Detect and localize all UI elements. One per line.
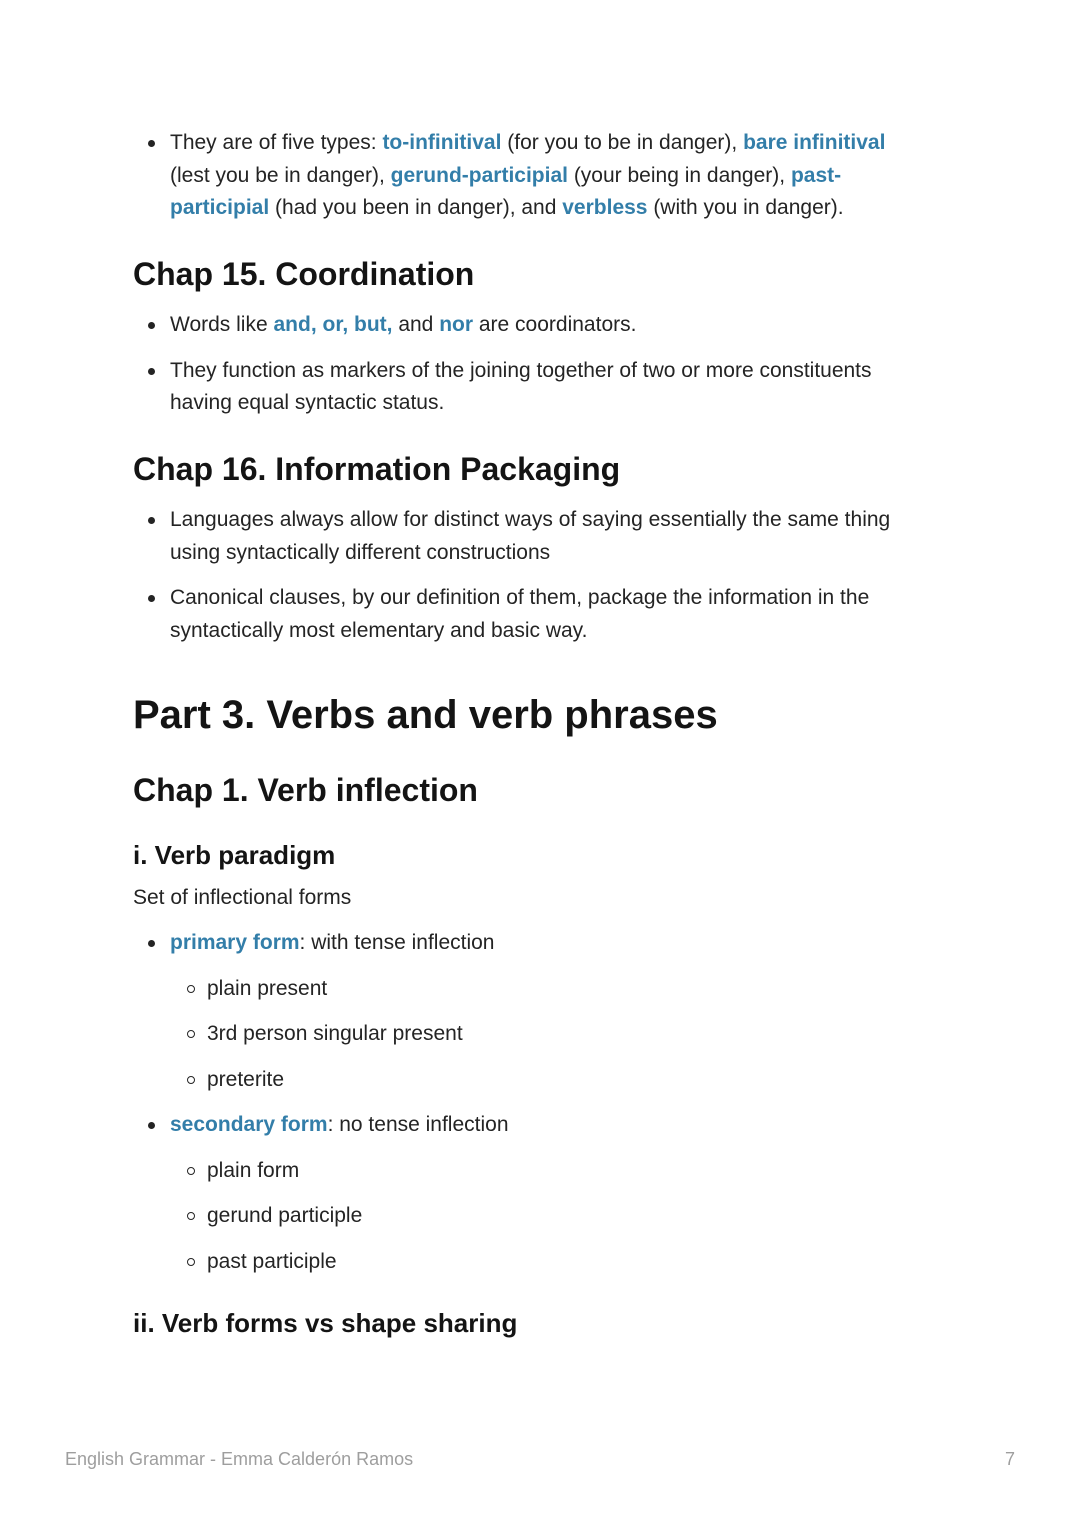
text-run: (had you been in danger), and <box>269 196 563 219</box>
part-heading: Part 3. Verbs and verb phrases <box>133 693 718 737</box>
list-item <box>133 1064 923 1097</box>
text-run: Canonical clauses, by our definition of them, package the information in the syntactically most elementary and basic way. <box>170 586 870 642</box>
list-item <box>133 1246 923 1279</box>
text-run: gerund participle <box>207 1204 363 1227</box>
bullet-list <box>133 127 923 225</box>
list-item-text <box>170 309 923 342</box>
page-footer <box>65 1448 1015 1470</box>
paragraph: Set of inflectional forms <box>133 885 352 909</box>
footer-page-number: 7 <box>1004 1449 1015 1469</box>
bullet-list <box>133 927 923 1278</box>
list-item-text <box>207 1064 923 1097</box>
subsection-heading: ii. Verb forms vs shape sharing <box>133 1308 518 1338</box>
list-item <box>133 1018 923 1051</box>
text-run: (your being in danger), <box>567 163 791 187</box>
term-text: nor <box>439 313 474 336</box>
bullet-icon <box>148 140 155 147</box>
bullet-list <box>133 504 923 647</box>
term-text: and, or, but, <box>273 313 393 336</box>
text-run: plain present <box>207 976 328 1000</box>
list-item <box>133 927 923 960</box>
list-item-text <box>207 1246 923 1279</box>
list-item <box>133 127 923 225</box>
sub-bullet-icon <box>187 1258 195 1266</box>
bullet-list <box>133 309 923 420</box>
list-item-text <box>170 504 923 569</box>
term-text: primary form <box>170 931 300 954</box>
list-item <box>133 973 923 1006</box>
bullet-icon <box>148 595 155 602</box>
chapter-heading: Chap 15. Coordination <box>133 256 475 292</box>
term-text: bare infinitival <box>743 131 886 154</box>
sub-bullet-icon <box>187 985 195 993</box>
list-item <box>133 582 923 647</box>
text-run: plain form <box>207 1158 300 1182</box>
text-run: and <box>392 313 440 336</box>
list-item <box>133 1109 923 1142</box>
term-text: verbless <box>562 196 648 219</box>
list-item <box>133 1155 923 1188</box>
text-run: preterite <box>207 1067 285 1091</box>
text-run: are coordinators. <box>473 313 637 336</box>
text-run: They function as markers of the joining together of two or more constituents having equal syntactic status. <box>170 358 872 414</box>
list-item-text <box>207 1018 923 1051</box>
text-run: Words like <box>170 313 274 336</box>
sub-bullet-icon <box>187 1212 195 1220</box>
list-item-text <box>207 1155 923 1188</box>
text-run: (lest you be in danger), <box>170 163 391 187</box>
list-item-text <box>170 582 923 647</box>
sub-bullet-icon <box>187 1076 195 1084</box>
chapter-heading: Chap 16. Information Packaging <box>133 451 621 487</box>
term-text: gerund-participial <box>390 163 568 187</box>
list-item-text <box>170 127 923 225</box>
chapter-heading: Chap 1. Verb inflection <box>133 771 478 808</box>
list-item <box>133 309 923 342</box>
text-run: They are of five types: <box>170 131 383 154</box>
text-run: (for you to be in danger), <box>501 131 744 154</box>
term-text: secondary form <box>170 1113 328 1136</box>
bullet-icon <box>148 322 155 329</box>
bullet-icon <box>148 1122 155 1129</box>
list-item-text <box>170 1109 923 1142</box>
bullet-icon <box>148 368 155 375</box>
list-item-text <box>207 973 923 1006</box>
list-item <box>133 504 923 569</box>
list-item-text <box>207 1200 923 1233</box>
sub-bullet-icon <box>187 1030 195 1038</box>
bullet-icon <box>148 517 155 524</box>
text-run: 3rd person singular present <box>207 1022 463 1045</box>
term-text: to-infinitival <box>382 131 502 154</box>
list-item <box>133 1200 923 1233</box>
list-item <box>133 355 923 420</box>
text-run: Languages always allow for distinct ways of saying essentially the same thing using syntactically different constructions <box>170 508 891 564</box>
text-run: past participle <box>207 1249 337 1273</box>
text-run: : with tense inflection <box>299 931 495 954</box>
text-run: : no tense inflection <box>327 1113 509 1136</box>
list-item-text <box>170 927 923 960</box>
sub-bullet-icon <box>187 1167 195 1175</box>
term-text: past-participial <box>170 163 842 219</box>
subsection-heading: i. Verb paradigm <box>133 839 336 870</box>
footer-title: English Grammar - Emma Calderón Ramos <box>65 1449 414 1469</box>
page-content <box>133 0 923 1350</box>
text-run: (with you in danger). <box>647 196 844 219</box>
list-item-text <box>170 355 923 420</box>
bullet-icon <box>148 940 155 947</box>
